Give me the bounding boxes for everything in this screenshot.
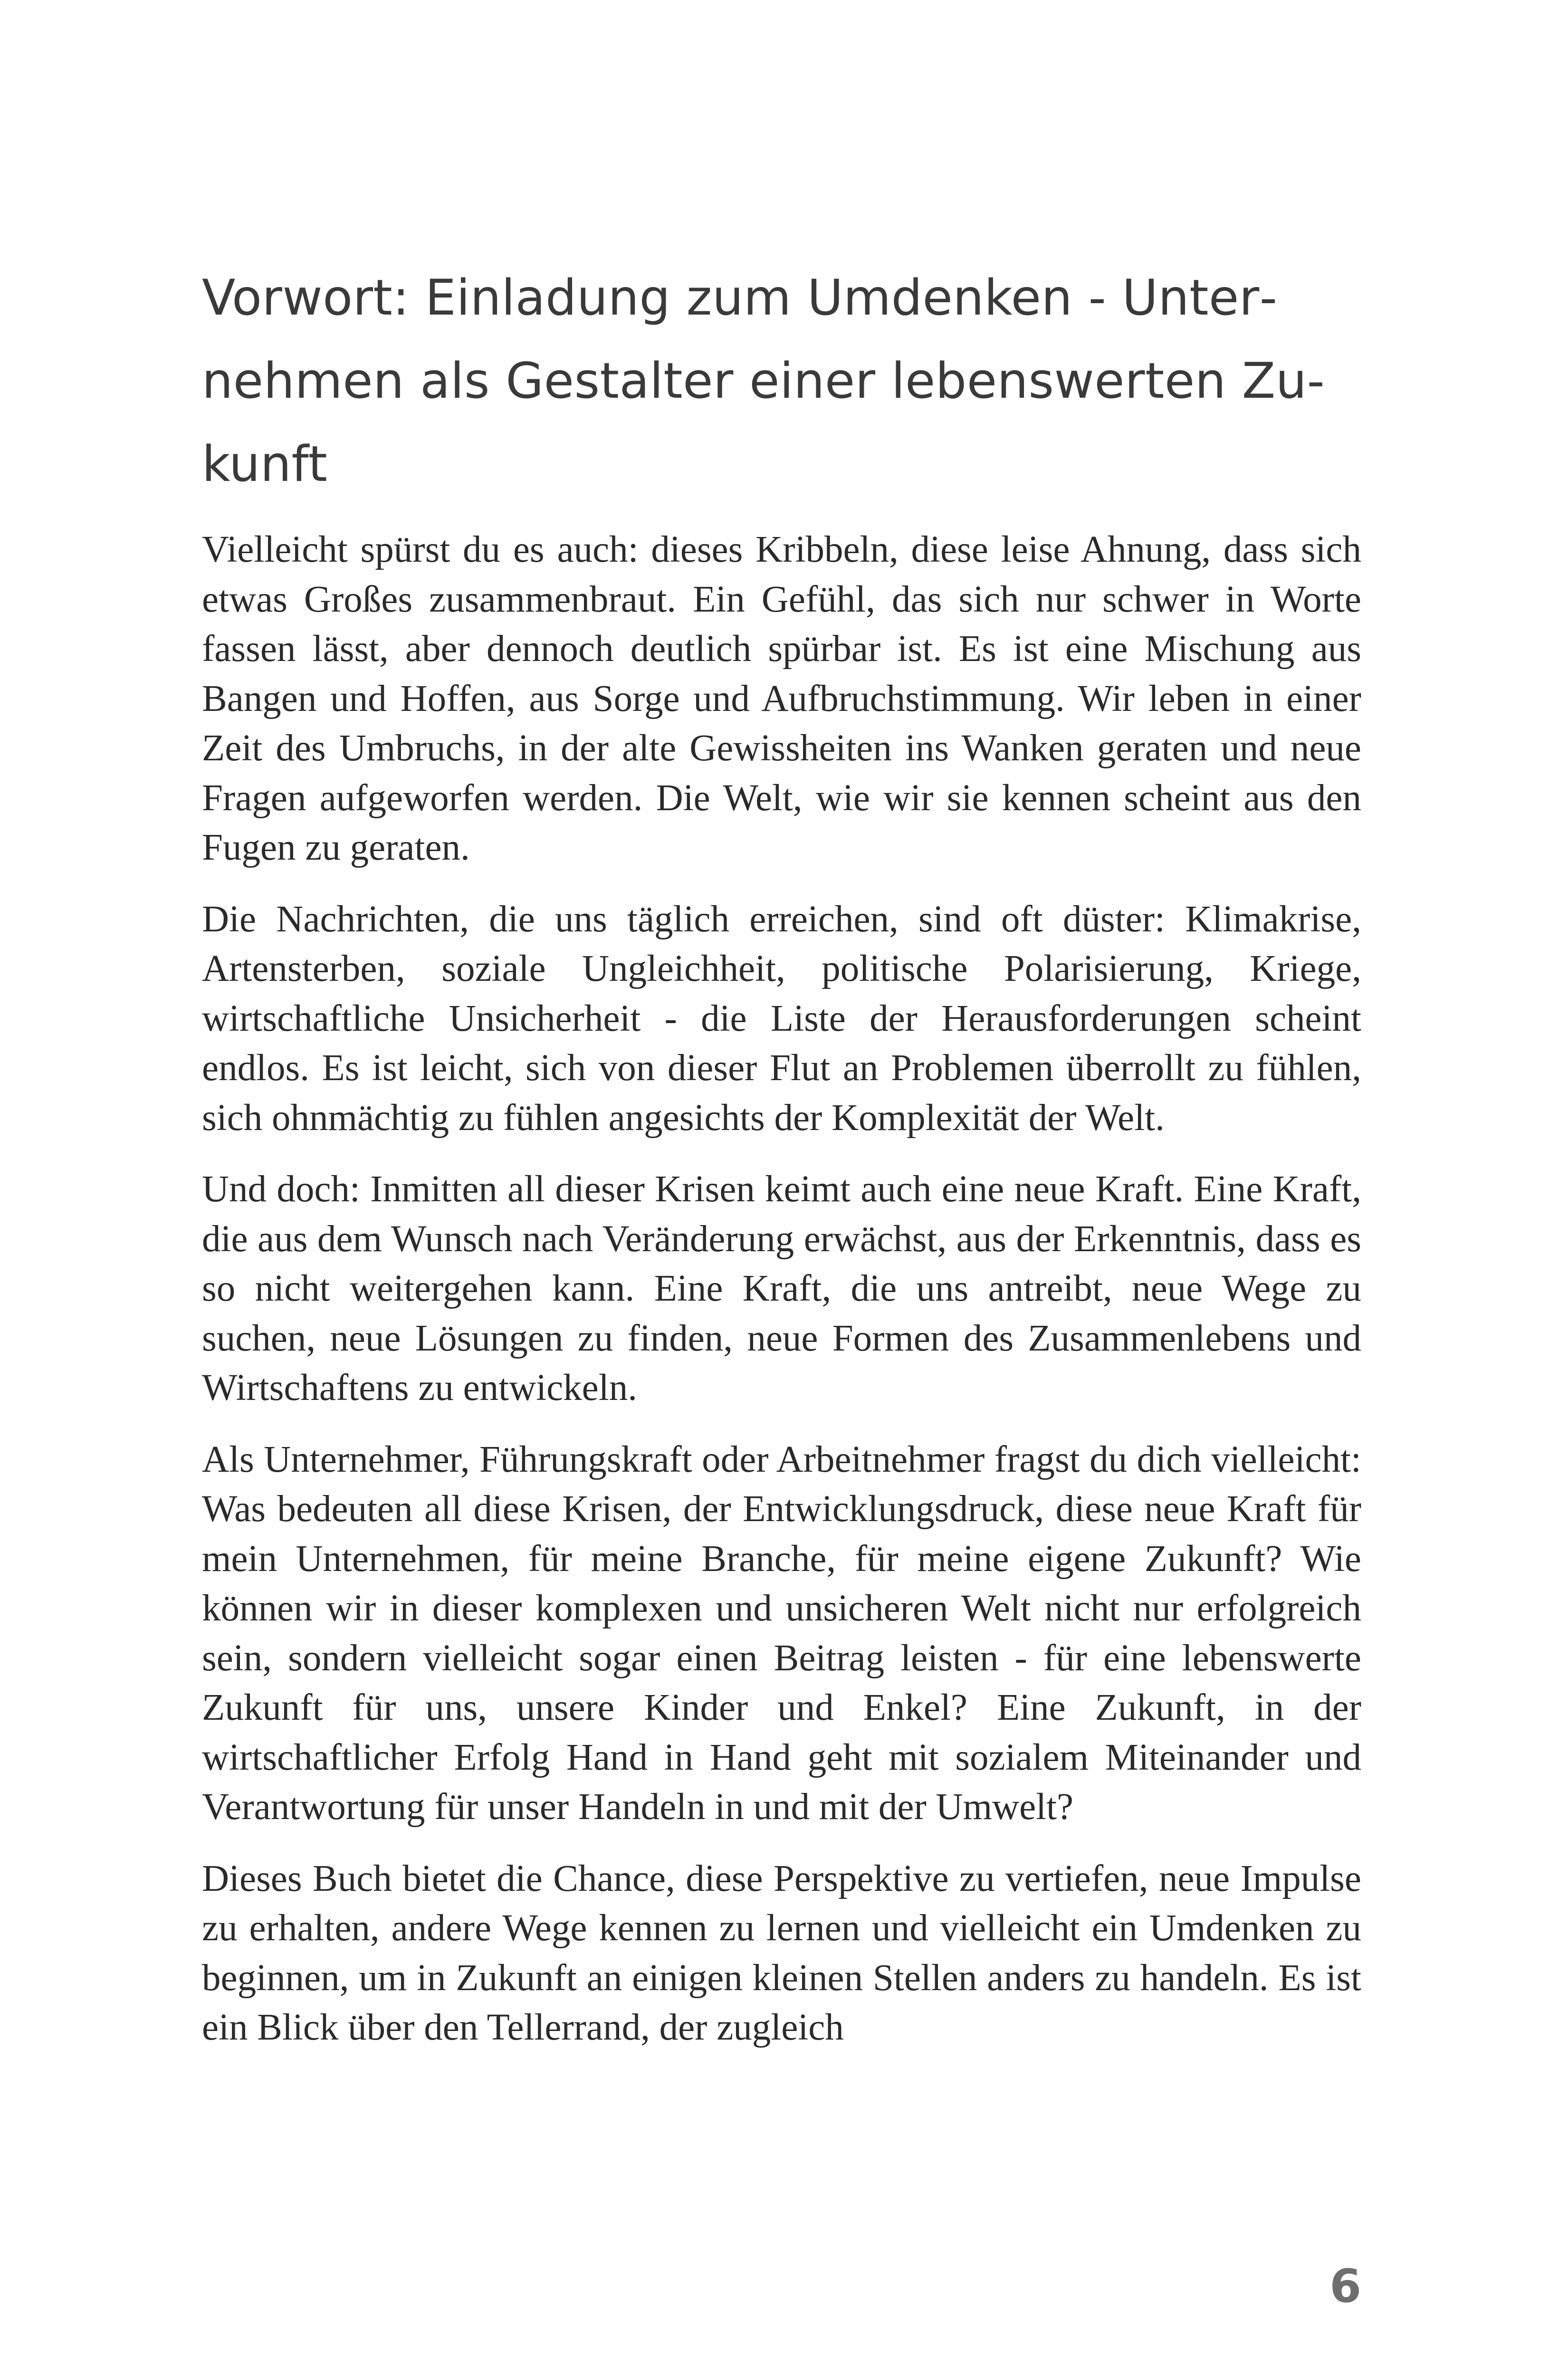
- paragraph: Als Unternehmer, Führungskraft oder Arbeitnehmer fragst du dich vielleicht: Was bedeuten all diese Krisen, der Entwicklungsdruck, diese neue Kraft für mein Unternehmen, für meine Branche, für meine eigene Zukunft? Wie können wir in dieser komplexen und unsicheren Welt nicht nur erfolgreich sein, sondern vielleicht sogar einen Beitrag leisten - für eine lebenswerte Zukunft für uns, unsere Kinder und Enkel? Eine Zukunft, in der wirtschaftlicher Erfolg Hand in Hand geht mit sozialem Miteinander und Verantwortung für unser Handeln in und mit der Umwelt?: [202, 1438, 1361, 1828]
- chapter-title: Vorwort: Einladung zum Umdenken - Unternehmen als Gestalter einer lebenswerten Zukunft: [202, 269, 1325, 493]
- paragraph: Dieses Buch bietet die Chance, diese Perspektive zu vertiefen, neue Impulse zu erhalten, andere Wege kennen zu lernen und vielleicht ein Umdenken zu beginnen, um in Zukunft an einigen kleinen Stellen anders zu handeln. Es ist ein Blick über den Tellerrand, der zugleich: [202, 1858, 1361, 2048]
- paragraph: Und doch: Inmitten all dieser Krisen keimt auch eine neue Kraft. Eine Kraft, die aus dem Wunsch nach Veränderung erwächst, aus der Erkenntnis, dass es so nicht weitergehen kann. Eine Kraft, die uns antreibt, neue Wege zu suchen, neue Lösungen zu finden, neue Formen des Zusammenlebens und Wirtschaftens zu entwickeln.: [202, 1169, 1361, 1408]
- paragraph: Vielleicht spürst du es auch: dieses Kribbeln, diese leise Ahnung, dass sich etwas Großes zusammenbraut. Ein Gefühl, das sich nur schwer in Worte fassen lässt, aber dennoch deutlich spürbar ist. Es ist eine Mischung aus Bangen und Hoffen, aus Sorge und Aufbruchstimmung. Wir leben in einer Zeit des Umbruchs, in der alte Gewissheiten ins Wanken geraten und neue Fragen aufgeworfen werden. Die Welt, wie wir sie kennen scheint aus den Fugen zu geraten.: [202, 529, 1361, 868]
- book-page: [202, 257, 1361, 2075]
- body-text: [202, 525, 1361, 2053]
- page-number: 6: [1329, 2260, 1361, 2313]
- paragraph: Die Nachrichten, die uns täglich erreichen, sind oft düster: Klimakrise, Artensterben, soziale Ungleichheit, politische Polarisierung, Kriege, wirtschaftliche Unsicherheit - die Liste der Herausforderungen scheint endlos. Es ist leicht, sich von dieser Flut an Problemen überrollt zu fühlen, sich ohnmächtig zu fühlen angesichts der Komplexität der Welt.: [202, 898, 1361, 1139]
